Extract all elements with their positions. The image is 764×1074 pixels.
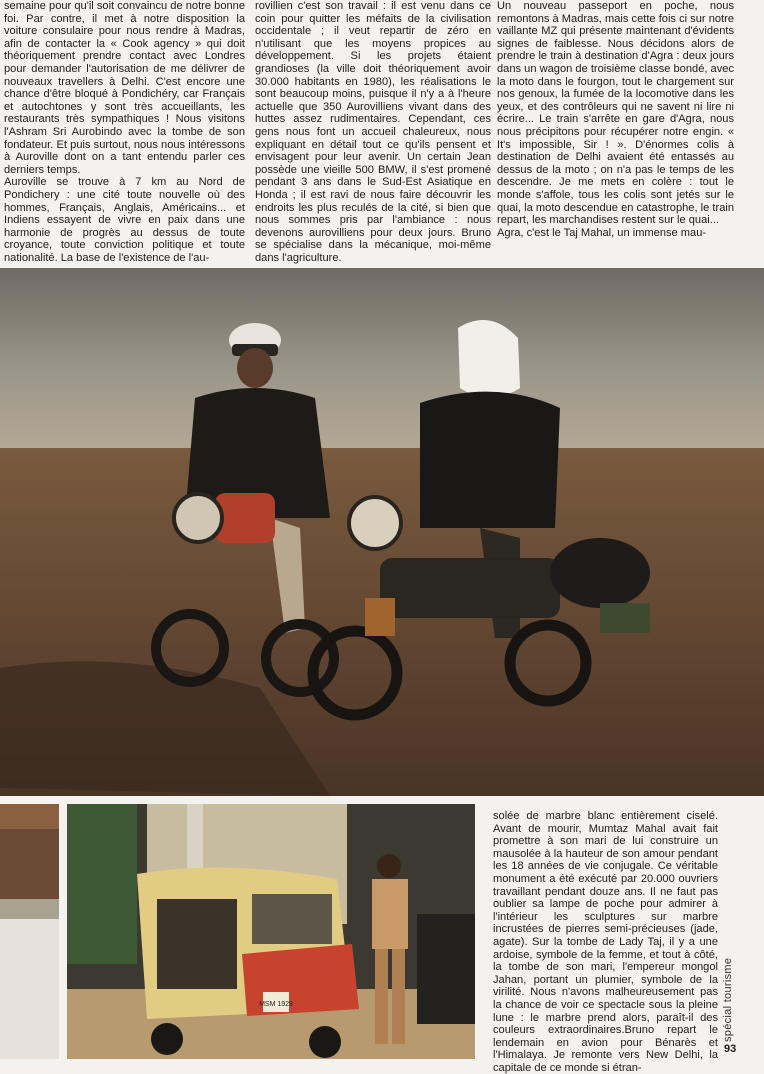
motorcyclists-photo: [0, 268, 764, 796]
text-column-3: [497, 0, 734, 239]
street-photo-strip: [0, 804, 59, 1059]
text-column-2: [255, 0, 491, 264]
page-number: 93: [724, 1043, 737, 1055]
col1-paragraph-1: semaine pour qu'il soit convaincu de notre bonne foi. Par contre, il met à notre disposition la voiture consulaire pour nous rendre à Madras, afin de contacter la « Cook agency » qui doit théoriquement prendre contact avec Londres pour demander l'autorisation de me délivrer de nouveaux travellers à Delhi. C'est encore une chance d'être bloqué à Pondichéry, car Français et autochtones y sont très accueillants, les restaurants très sympathiques ! Nous visitons l'Ashram Sri Aurobindo avec la tombe de son fondateur. Et puis surtout, nous nous intéressons à Auroville dont on a tant entendu parler ces derniers temps.: [4, 0, 245, 176]
col4-paragraph-1: solée de marbre blanc entièrement ciselé. Avant de mourir, Mumtaz Mahal avait fait promettre à son mari de lui construire un mausolée à la hauteur de son amour pendant les 18 années de vie conjugale. Ce véritable monument a été exécuté par 20.000 ouvriers travaillant pendant douze ans. Il ne faut pas oublier sa lampe de poche pour admirer à l'intérieur les sculptures sur marbre incrustées de pierres semi-précieuses (jade, agate). Sur la tombe de Lady Taj, il y a une ardoise, symbole de la femme, et tout à côté, la tombe de son mari, l'empereur mongol Jahan, portant un plumier, symbole de la virilité. Nous n'avons malheureusement pas la chance de voir ce spectacle sous la pleine lune : le marbre prend alors, paraît-il des couleurs extraordinaires.Bruno repart le lendemain en avion pour Bénarès et l'Himalaya. Je remonte vers New Delhi, la capitale de ce monde si étran-: [493, 810, 718, 1074]
text-column-1: [4, 0, 245, 264]
auto-rickshaw-photo: [67, 804, 475, 1059]
col3-paragraph-2: Agra, c'est le Taj Mahal, un immense mau-: [497, 226, 707, 239]
col2-paragraph-1: rovillien c'est son travail : il est venu dans ce coin pour quitter les méfaits de la civilisation occidentale ; il veut repartir de zéro en n'utilisant que les moyens propices au développement. Si les projets étaient grandioses (la ville doit théoriquement avoir 30.000 habitants en 1980), les réalisations le sont beaucoup moins, puisque il n'y a à l'heure actuelle que 350 Aurovilliens vivant dans des huttes assez rudimentaires. Cependant, ces gens nous font un accueil chaleureux, nous expliquant en détail tout ce qu'ils pensent et envisagent pour leur avenir. Un certain Jean possède une vieille 500 BMW, il s'est promené pendant 3 ans dans le Sud-Est Asiatique en Honda ; il est ravi de nous faire découvrir les endroits les plus reculés de la cité, si bien que nous sommes pris par l'ambiance : nous devenons aurovilliens pour deux jours. Bruno se spécialise dans la mécanique, moi-même dans l'agriculture.: [255, 0, 491, 264]
rickshaw-license-plate: MSM 1928: [259, 1001, 293, 1008]
text-column-4: [493, 810, 718, 1074]
section-label: spécial tourisme: [722, 957, 734, 1042]
col3-paragraph-1: Un nouveau passeport en poche, nous remontons à Madras, mais cette fois ci sur notre vaillante MZ qui présente maintenant d'évidents signes de faiblesse. Nous décidons alors de prendre le train à destination d'Agra : deux jours dans un wagon de troisième classe bondé, avec la moto dans le fourgon, tout le chargement sur nos genoux, la fumée de la locomotive dans les yeux, et des contrôleurs qui ne savent ni lire ni écrire... Le train s'arrête en gare d'Agra, nous nous précipitons pour récupérer notre engin. « It's impossible, Sir ! ». D'énormes colis à destination de Delhi avaient été entassés au dessus de la moto ; on n'a pas le temps de les descendre. Je me mets en colère : tout le monde s'affole, tous les colis sont jetés sur le quai, la moto descendue en catastrophe, le train repart, les marchandises restent sur le quai...: [497, 0, 734, 227]
col1-paragraph-2: Auroville se trouve à 7 km au Nord de Pondichery : une cité toute nouvelle où des hommes, Français, Anglais, Américains... et Indiens essayent de vivre en paix dans une harmonie de progrès au dessus de toute croyance, toute conviction politique et toute nationalité. La base de l'existence de l'au-: [4, 176, 245, 264]
